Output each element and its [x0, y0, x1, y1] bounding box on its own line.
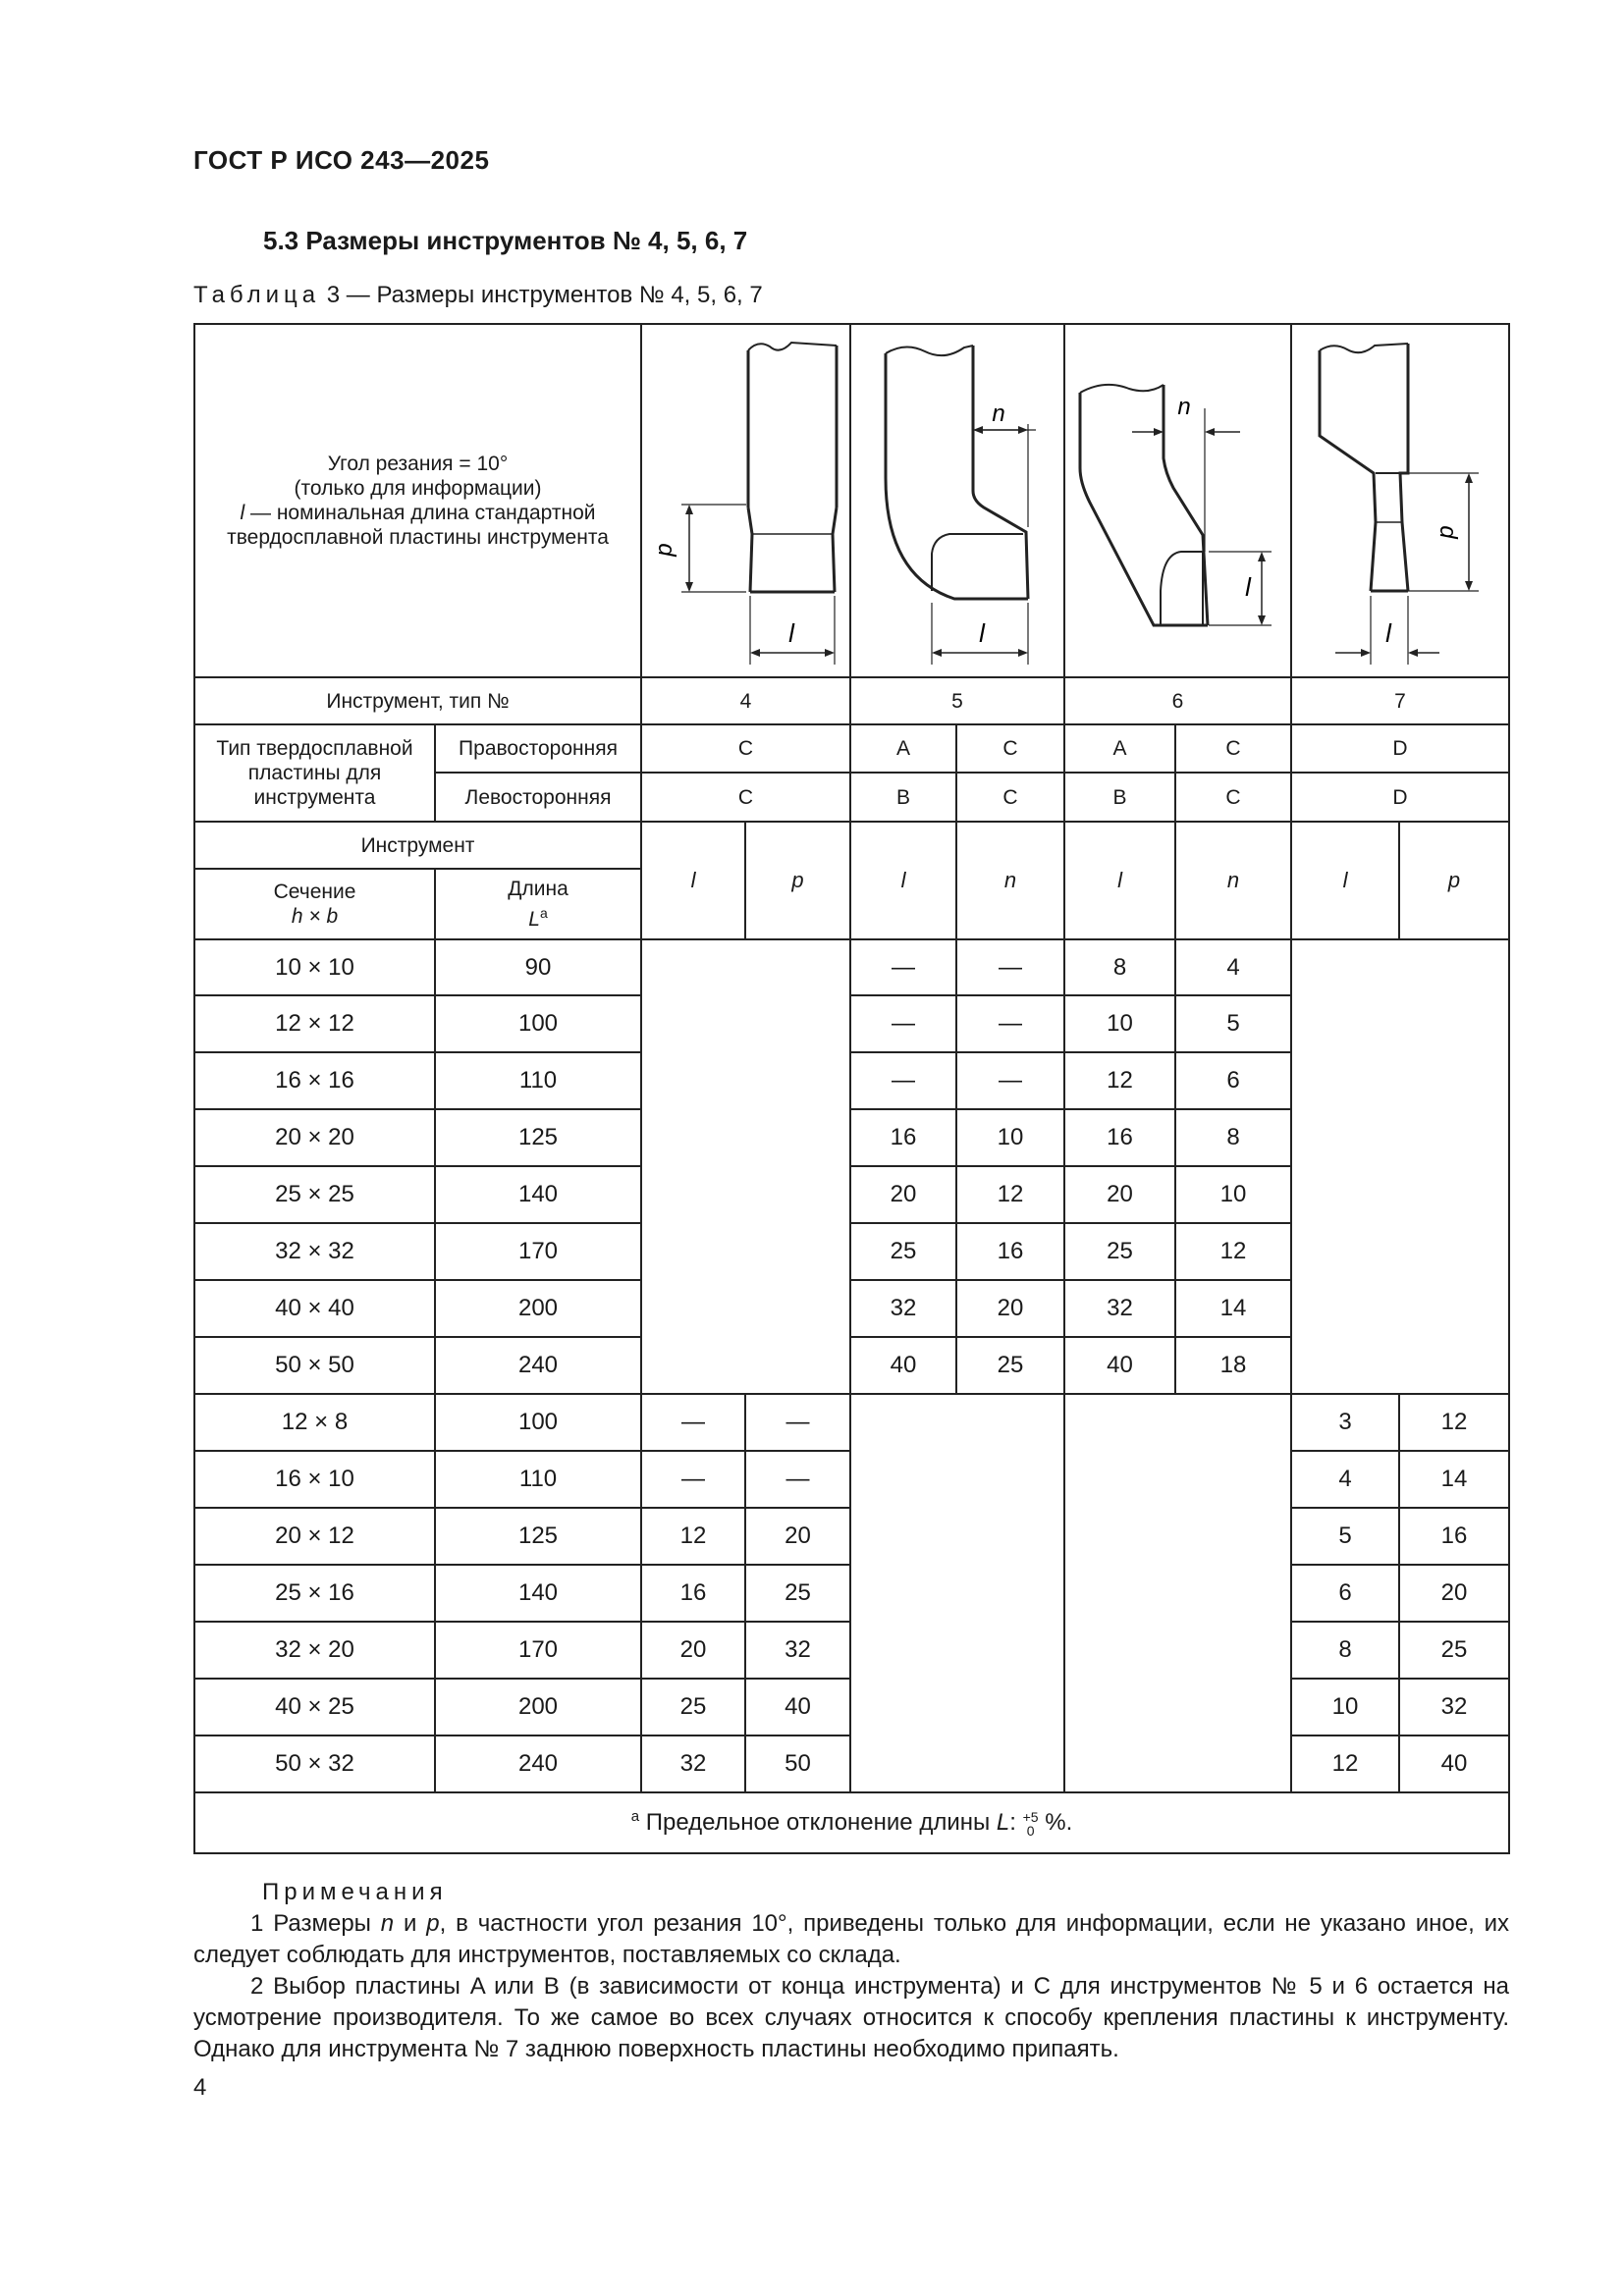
tool-type-7: 7 [1291, 677, 1509, 724]
value-cell: 32 [850, 1280, 956, 1337]
value-cell: 16 [1399, 1508, 1509, 1565]
length-label: Длина [508, 878, 568, 900]
value-cell: — [850, 995, 956, 1052]
tolerance-lower: 0 [1026, 1822, 1035, 1839]
note-1-n: n [380, 1910, 395, 1937]
empty-cell [641, 939, 850, 1394]
section-cell: 25 × 16 [194, 1565, 435, 1622]
legend-line-3 [195, 501, 640, 525]
value-cell: 12 [1064, 1052, 1175, 1109]
section-cell: 32 × 32 [194, 1223, 435, 1280]
value-cell: 8 [1064, 939, 1175, 995]
insert-type-label: Тип твердосплавной пластины для инструмента [194, 724, 435, 822]
value-cell: 12 [956, 1166, 1064, 1223]
section-cell: 40 × 40 [194, 1280, 435, 1337]
value-cell: 6 [1175, 1052, 1291, 1109]
section-title: 5.3 Размеры инструментов № 4, 5, 6, 7 [263, 226, 748, 255]
value-cell: 20 [850, 1166, 956, 1223]
insert-type-cell: C [641, 724, 850, 773]
value-cell: 8 [1175, 1109, 1291, 1166]
value-cell: 14 [1399, 1451, 1509, 1508]
footnote-colon: : [1009, 1809, 1016, 1837]
value-cell: 40 [745, 1679, 850, 1735]
section-cell: 20 × 20 [194, 1109, 435, 1166]
section-cell: 32 × 20 [194, 1622, 435, 1679]
tool-4-drawing [642, 326, 850, 675]
value-cell: 32 [641, 1735, 745, 1792]
empty-cell [1291, 939, 1509, 1394]
value-cell: 32 [745, 1622, 850, 1679]
dim-symbol: l [1064, 822, 1175, 939]
tool-7-drawing [1292, 326, 1506, 675]
tool-5-figure-cell [850, 324, 1064, 677]
section-cell: 10 × 10 [194, 939, 435, 995]
value-cell: — [641, 1451, 745, 1508]
dim-symbol: l [1291, 822, 1399, 939]
footnote-symbol: L [996, 1809, 1010, 1837]
legend-line-1: Угол резания = 10° [327, 453, 509, 475]
section-cell: 50 × 32 [194, 1735, 435, 1792]
tool-type-5: 5 [850, 677, 1064, 724]
insert-type-cell: A [850, 724, 956, 773]
value-cell: 50 [745, 1735, 850, 1792]
footnote-mark: a [630, 1808, 640, 1826]
value-cell: 32 [1064, 1280, 1175, 1337]
tool-type-row [194, 677, 1509, 724]
value-cell: 16 [1064, 1109, 1175, 1166]
right-hand-row [194, 724, 1509, 773]
length-cell: 140 [435, 1565, 641, 1622]
tool-type-4: 4 [641, 677, 850, 724]
value-cell: 12 [1175, 1223, 1291, 1280]
tool-type-6: 6 [1064, 677, 1291, 724]
insert-type-cell: C [1175, 724, 1291, 773]
insert-type-cell: C [956, 773, 1064, 822]
section-symbol: h × b [291, 905, 339, 928]
value-cell: — [956, 1052, 1064, 1109]
length-cell: 90 [435, 939, 641, 995]
insert-type-cell: D [1291, 773, 1509, 822]
value-cell: 12 [1291, 1735, 1399, 1792]
value-cell: 10 [956, 1109, 1064, 1166]
dim-symbol: l [850, 822, 956, 939]
insert-type-cell: C [641, 773, 850, 822]
value-cell: 20 [956, 1280, 1064, 1337]
value-cell: 20 [1399, 1565, 1509, 1622]
length-cell: 240 [435, 1337, 641, 1394]
section-cell: 20 × 12 [194, 1508, 435, 1565]
value-cell: 10 [1064, 995, 1175, 1052]
value-cell: 4 [1291, 1451, 1399, 1508]
length-cell: 200 [435, 1280, 641, 1337]
length-footnote-mark: a [539, 905, 548, 921]
value-cell: 18 [1175, 1337, 1291, 1394]
length-symbol [436, 901, 640, 932]
empty-cell [850, 1394, 1064, 1792]
value-cell: 25 [850, 1223, 956, 1280]
insert-type-cell: B [850, 773, 956, 822]
value-cell: — [850, 1052, 956, 1109]
value-cell: 16 [956, 1223, 1064, 1280]
dim-symbol: p [745, 822, 850, 939]
note-1-start: 1 Размеры [250, 1910, 381, 1937]
value-cell: — [956, 939, 1064, 995]
value-cell: 20 [1064, 1166, 1175, 1223]
tool-header-row [194, 822, 1509, 869]
value-cell: 12 [641, 1508, 745, 1565]
dim-label-l: l [979, 618, 985, 648]
section-cell: 16 × 10 [194, 1451, 435, 1508]
length-cell: 125 [435, 1508, 641, 1565]
table-caption [193, 282, 763, 309]
section-cell: 50 × 50 [194, 1337, 435, 1394]
length-cell: 140 [435, 1166, 641, 1223]
insert-type-cell: C [1175, 773, 1291, 822]
value-cell: 25 [956, 1337, 1064, 1394]
length-cell: 100 [435, 995, 641, 1052]
length-symbol-letter: L [528, 908, 540, 931]
value-cell: 40 [850, 1337, 956, 1394]
value-cell: — [850, 939, 956, 995]
empty-cell [1064, 1394, 1291, 1792]
notes-title: Примечания [262, 1879, 448, 1905]
value-cell: 16 [641, 1565, 745, 1622]
note-1-and: и [394, 1910, 427, 1937]
value-cell: 12 [1399, 1394, 1509, 1451]
length-header [435, 869, 641, 939]
length-cell: 170 [435, 1223, 641, 1280]
value-cell: — [956, 995, 1064, 1052]
legend-line-3-text: — номинальная длина стандартной [244, 502, 596, 524]
length-cell: 100 [435, 1394, 641, 1451]
dim-symbol: l [641, 822, 745, 939]
value-cell: — [641, 1394, 745, 1451]
tool-5-drawing [851, 326, 1064, 675]
section-cell: 12 × 12 [194, 995, 435, 1052]
note-1-p: p [426, 1910, 440, 1937]
dim-label-l: l [788, 618, 794, 648]
insert-type-cell: B [1064, 773, 1175, 822]
tolerance [1023, 1810, 1039, 1838]
dimensions-table [193, 323, 1510, 1854]
section-header [194, 869, 435, 939]
section-cell: 12 × 8 [194, 1394, 435, 1451]
value-cell: 20 [641, 1622, 745, 1679]
tool-6-figure-cell [1064, 324, 1291, 677]
length-cell: 125 [435, 1109, 641, 1166]
value-cell: 25 [1399, 1622, 1509, 1679]
table-caption-text: 3 — Размеры инструментов № 4, 5, 6, 7 [320, 282, 763, 308]
section-label: Сечение [273, 881, 356, 903]
tolerance-upper: +5 [1022, 1808, 1039, 1825]
length-cell: 200 [435, 1679, 641, 1735]
dim-symbol: p [1399, 822, 1509, 939]
length-cell: 110 [435, 1052, 641, 1109]
footnote-text: Предельное отклонение длины [639, 1809, 997, 1837]
legend-cell [194, 324, 641, 677]
tool-6-drawing [1065, 326, 1290, 675]
dim-label-p: p [651, 543, 678, 557]
table-row [194, 939, 1509, 995]
value-cell: 10 [1291, 1679, 1399, 1735]
right-hand-label: Правосторонняя [435, 724, 641, 773]
tool-7-figure-cell [1291, 324, 1509, 677]
dim-label-n: n [992, 400, 1005, 427]
length-cell: 240 [435, 1735, 641, 1792]
value-cell: 40 [1064, 1337, 1175, 1394]
tool-4-figure-cell [641, 324, 850, 677]
value-cell: 40 [1399, 1735, 1509, 1792]
value-cell: 25 [641, 1679, 745, 1735]
note-2: 2 Выбор пластины A или B (в зависимости от конца инструмента) и C для инструментов № 5 и 6 остается на усмотрение производителя. То же самое во всех случаях относится к способу крепления пластины к инструменту. Однако для инструмента № 7 заднюю поверхность пластины необходимо припаять. [193, 1973, 1509, 2062]
value-cell: 8 [1291, 1622, 1399, 1679]
value-cell: 5 [1175, 995, 1291, 1052]
page-number: 4 [193, 2074, 207, 2101]
value-cell: — [745, 1394, 850, 1451]
tool-label: Инструмент [194, 822, 641, 869]
value-cell: 10 [1175, 1166, 1291, 1223]
dim-label-p: p [1433, 525, 1460, 539]
footnote-row [194, 1792, 1509, 1853]
note-1 [193, 1908, 1509, 1971]
value-cell: 6 [1291, 1565, 1399, 1622]
note-1-rest: , в частности угол резания 10°, приведены только для информации, если не указано иное, их следует соблюдать для инструментов, поставляемых со склада. [193, 1910, 1510, 1968]
value-cell: 16 [850, 1109, 956, 1166]
dim-label-l: l [1245, 572, 1251, 602]
dim-symbol: n [1175, 822, 1291, 939]
insert-type-cell: C [956, 724, 1064, 773]
value-cell: 14 [1175, 1280, 1291, 1337]
value-cell: 25 [1064, 1223, 1175, 1280]
value-cell: 32 [1399, 1679, 1509, 1735]
section-cell: 16 × 16 [194, 1052, 435, 1109]
dim-label-n: n [1177, 394, 1191, 420]
insert-type-cell: D [1291, 724, 1509, 773]
tool-type-label: Инструмент, тип № [194, 677, 641, 724]
length-cell: 110 [435, 1451, 641, 1508]
legend-line-2: (только для информации) [294, 477, 542, 500]
document-header: ГОСТ Р ИСО 243—2025 [193, 145, 490, 175]
table-footnote [194, 1792, 1509, 1853]
figure-row [194, 324, 1509, 677]
section-cell: 40 × 25 [194, 1679, 435, 1735]
value-cell: 4 [1175, 939, 1291, 995]
dim-symbol: n [956, 822, 1064, 939]
footnote-unit: %. [1038, 1809, 1073, 1837]
table-row [194, 1394, 1509, 1451]
notes-block [193, 1877, 1509, 2065]
table-caption-label: Таблица [193, 282, 321, 308]
value-cell: 5 [1291, 1508, 1399, 1565]
length-cell: 170 [435, 1622, 641, 1679]
value-cell: 20 [745, 1508, 850, 1565]
legend-line-4: твердосплавной пластины инструмента [227, 526, 609, 549]
dim-label-l: l [1385, 618, 1391, 648]
value-cell: 25 [745, 1565, 850, 1622]
value-cell: — [745, 1451, 850, 1508]
legend-l-symbol: l [240, 502, 245, 524]
insert-type-cell: A [1064, 724, 1175, 773]
section-cell: 25 × 25 [194, 1166, 435, 1223]
left-hand-label: Левосторонняя [435, 773, 641, 822]
value-cell: 3 [1291, 1394, 1399, 1451]
